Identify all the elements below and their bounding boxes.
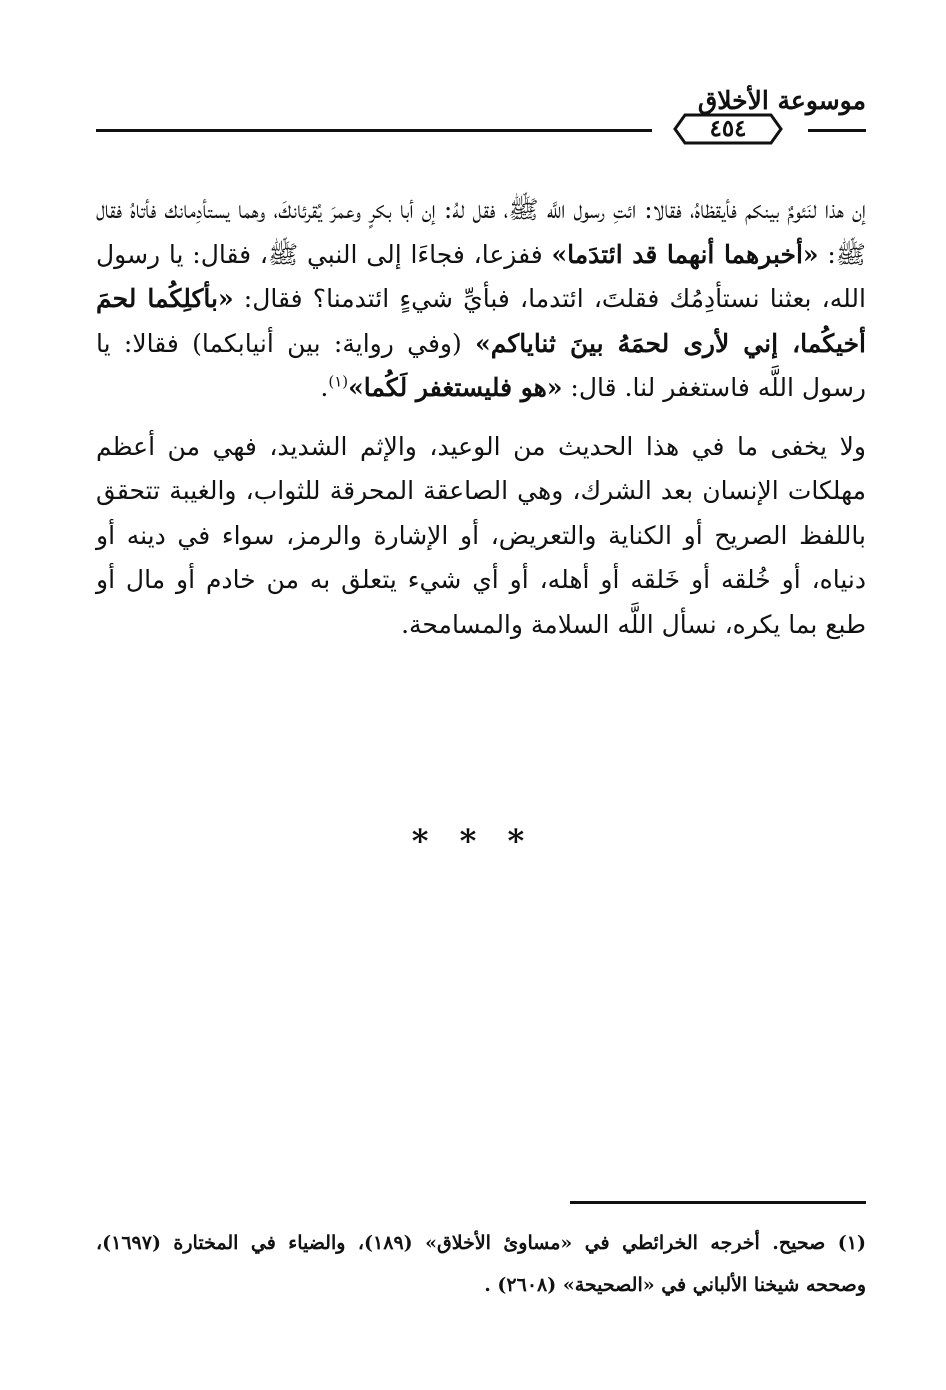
page-header xyxy=(96,86,866,158)
prophet-quote-3: «هو فليستغفر لَكُما» xyxy=(348,373,563,402)
header-rule-left xyxy=(96,129,652,132)
paragraph-commentary: ولا يخفى ما في هذا الحديث من الوعيد، والإثم الشديد، فهي من أعظم مهلكات الإنسان بعد الشرك، وهي الصاعقة المحرقة للثواب، والغيبة تتحقق باللفظ الصريح أو الكناية والتعريض، أو الإشارة والرمز، سواء في دينه أو دنياه، أو خُلقه أو خَلقه أو أهله، أو أي شيء يتعلق به من خادم أو مال أو طبع بما يكره، نسأل اللَّه السلامة والمسامحة. xyxy=(96,431,866,639)
prophet-quote-2: «بأكلِكُما لحمَ أخيكُما، إني لأرى لحمَهُ بينَ ثناياكم» xyxy=(96,284,866,358)
hadith-text-part-3: (وفي رواية: بين أنيابكما) فقالا: يا رسول اللَّه فاستغفر لنا. قال: xyxy=(96,328,866,402)
footnote-rule xyxy=(570,1201,866,1204)
main-text xyxy=(96,188,866,647)
hadith-text-part-1: إن هذا لنَئومٌ بينكم فأيقظاهُ، فقالا: ائتِ رسول اللَّه ﷺ، فقل لهُ: إن أبا بكرٍ وعمرَ يُقرئانكَ، وهما يستأدِمانك فأتاهُ فقال ﷺ: xyxy=(96,195,866,269)
footnote: (١) صحيح. أخرجه الخرائطي في «مساوئ الأخلاق» (١٨٩)، والضياء في المختارة (١٦٩٧)، وصححه شيخنا الألباني في «الصحيحة» (٢٦٠٨) . xyxy=(96,1232,866,1296)
paragraph-hadith xyxy=(96,188,866,411)
running-title: موسوعة الأخلاق xyxy=(697,86,866,115)
page-number xyxy=(673,113,783,145)
prophet-quote-1: «أخبرهما أنهما قد ائتدَما» xyxy=(551,239,819,269)
hadith-text-part-2: ففزعا، فجاءَا إلى النبي ﷺ، فقال: يا رسول الله، بعثنا نستأدِمُك فقلتَ، ائتدما، فبأيِّ شيءٍ ائتدمنا؟ فقال: xyxy=(96,239,866,313)
hadith-end-punct: . xyxy=(320,373,329,402)
page-number-text: ٤٥٤ xyxy=(709,115,747,142)
footnote-marker: (١) xyxy=(328,372,349,391)
section-separator: * * * xyxy=(411,822,535,860)
header-rule-right xyxy=(808,129,866,132)
